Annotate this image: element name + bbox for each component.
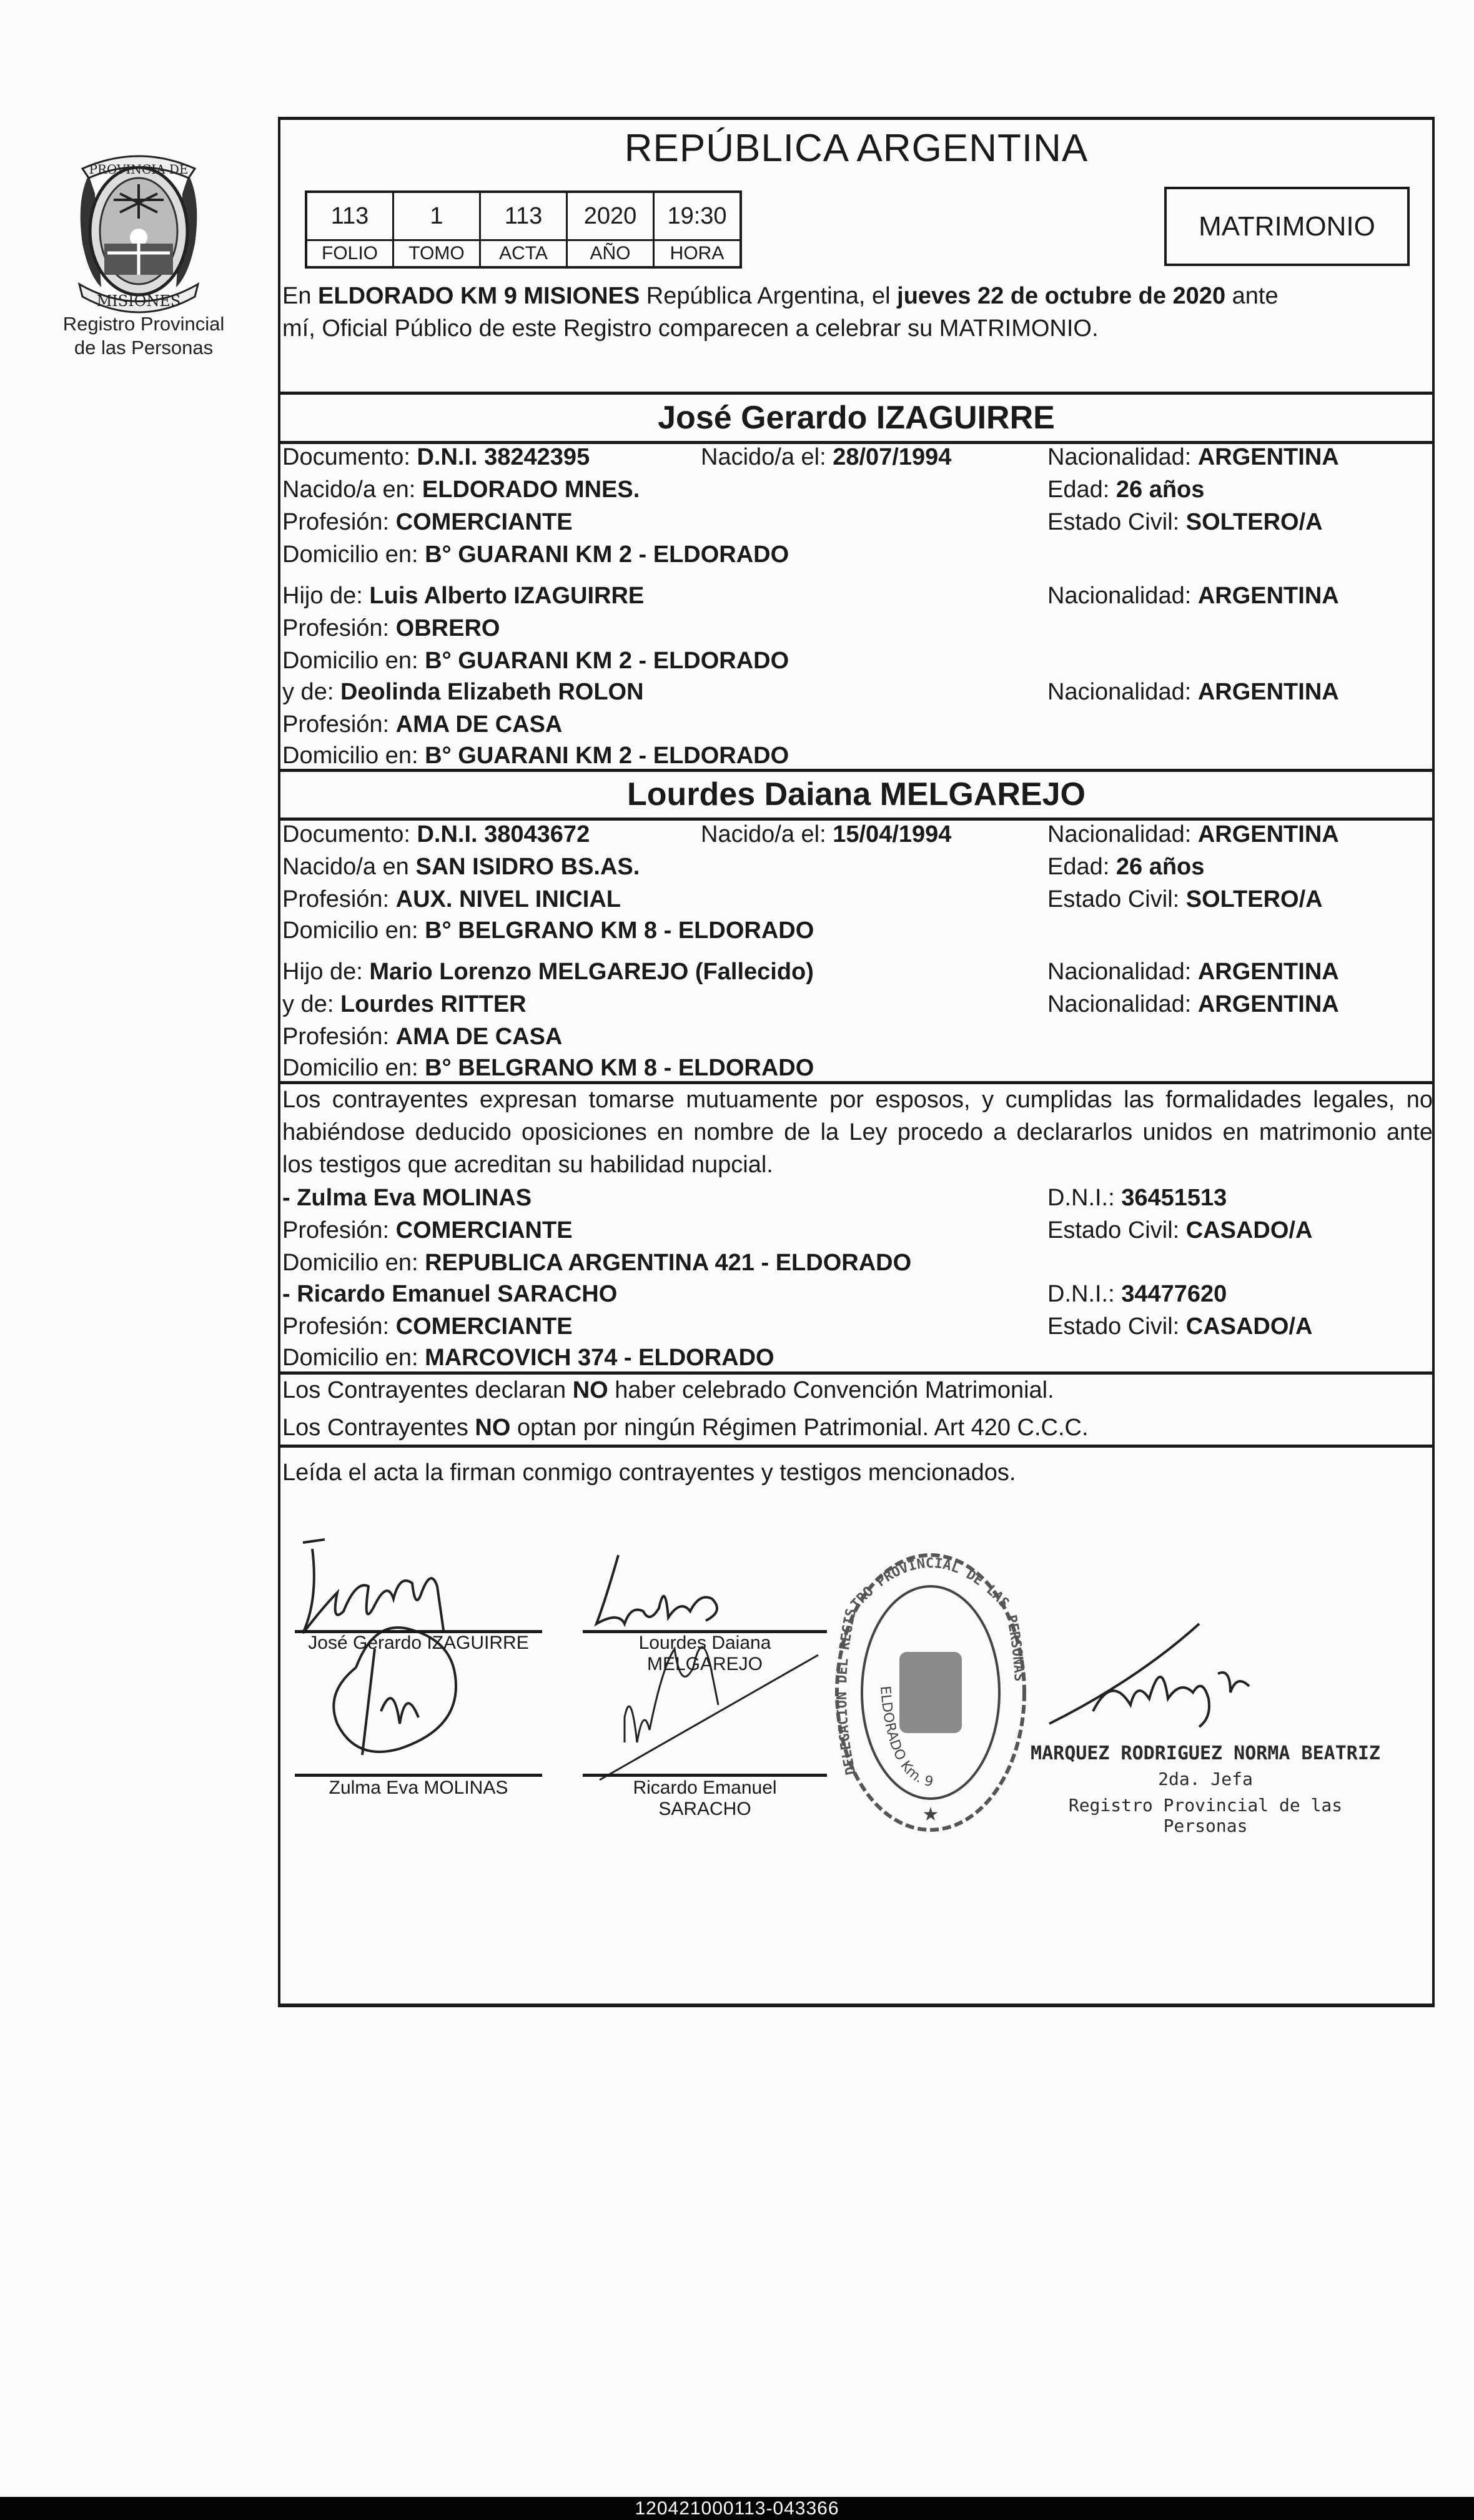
anio-value: 2020: [567, 192, 654, 240]
registry-caption: [37, 312, 250, 360]
signature-groom-scribble: [287, 1524, 550, 1792]
bride-name: Lourdes Daiana MELGAREJO: [627, 776, 1086, 813]
witness2-civil-status: Estado Civil: CASADO/A: [1047, 1313, 1313, 1340]
declaration-line2: habiéndose deducido oposiciones en nombre de la Ley procedo a declararlos unidos en matrimonio ante: [282, 1119, 1433, 1145]
bride-profession: Profesión: AUX. NIVEL INICIAL: [282, 886, 621, 912]
anio-label: AÑO: [567, 240, 654, 268]
tomo-label: TOMO: [393, 240, 480, 268]
groom-name: José Gerardo IZAGUIRRE: [658, 400, 1055, 436]
star-icon: ★: [922, 1804, 939, 1825]
witness1-dni: D.N.I.: 36451513: [1047, 1185, 1227, 1211]
witness1-name: - Zulma Eva MOLINAS: [282, 1185, 532, 1211]
signature-line-witness2: [583, 1774, 827, 1777]
divider: [278, 392, 1435, 395]
registry-caption-line1: Registro Provincial: [62, 313, 225, 335]
groom-address: Domicilio en: B° GUARANI KM 2 - ELDORADO: [282, 541, 789, 568]
bride-civil-status: Estado Civil: SOLTERO/A: [1047, 886, 1323, 912]
registry-stamp-seal: [831, 1549, 1031, 1836]
groom-document: Documento: D.N.I. 38242395: [282, 444, 590, 470]
hora-label: HORA: [654, 240, 741, 268]
folio-value: 113: [306, 192, 393, 240]
folio-label: FOLIO: [306, 240, 393, 268]
document-code-footer: 120421000113-043366: [0, 2497, 1474, 2520]
page-title: REPÚBLICA ARGENTINA: [624, 127, 1089, 170]
signature-line-witness1: [295, 1774, 542, 1777]
tomo-value: 1: [393, 192, 480, 240]
signature-caption-witness1: Zulma Eva MOLINAS: [329, 1777, 508, 1798]
divider: [278, 1445, 1435, 1448]
witness1-address: Domicilio en: REPUBLICA ARGENTINA 421 - ELDORADO: [282, 1250, 912, 1276]
clause-regime: Los Contrayentes NO optan por ningún Régimen Patrimonial. Art 420 C.C.C.: [282, 1415, 1089, 1441]
witness2-address: Domicilio en: MARCOVICH 374 - ELDORADO: [282, 1345, 774, 1371]
groom-mother-address: Domicilio en: B° GUARANI KM 2 - ELDORADO: [282, 743, 789, 769]
act-type-box: MATRIMONIO: [1164, 187, 1410, 266]
bride-nationality: Nacionalidad: ARGENTINA: [1047, 821, 1339, 847]
official-signature-scribble: [1043, 1618, 1393, 1730]
intro-place: ELDORADO KM 9 MISIONES: [318, 283, 640, 309]
acta-value: 113: [480, 192, 567, 240]
registry-caption-line2: de las Personas: [74, 337, 214, 358]
declaration-text: [282, 1084, 1433, 1181]
divider: [278, 769, 1435, 772]
bride-age: Edad: 26 años: [1047, 854, 1205, 880]
bride-father-name: Hijo de: Mario Lorenzo MELGAREJO (Fallecido): [282, 959, 814, 985]
signature-caption-groom: José Gerardo IZAGUIRRE: [308, 1633, 529, 1653]
svg-text:PROVINCIA DE: PROVINCIA DE: [89, 162, 189, 177]
intro-date: jueves 22 de octubre de 2020: [897, 283, 1226, 309]
intro-line2: mí, Oficial Público de este Registro comparecen a celebrar su MATRIMONIO.: [282, 315, 1099, 342]
witness2-name: - Ricardo Emanuel SARACHO: [282, 1281, 618, 1307]
closing-text: Leída el acta la firman conmigo contrayentes y testigos mencionados.: [282, 1460, 1016, 1486]
bride-address: Domicilio en: B° BELGRANO KM 8 - ELDORADO: [282, 917, 814, 944]
signature-caption-witness2: Ricardo Emanuel SARACHO: [633, 1777, 777, 1819]
witness2-dni: D.N.I.: 34477620: [1047, 1281, 1227, 1307]
bride-document: Documento: D.N.I. 38043672: [282, 821, 590, 847]
bride-mother-profession: Profesión: AMA DE CASA: [282, 1024, 563, 1050]
intro-line1: En ELDORADO KM 9 MISIONES República Argentina, el jueves 22 de octubre de 2020 ante: [282, 283, 1279, 309]
clause-convention: Los Contrayentes declaran NO haber celebrado Convención Matrimonial.: [282, 1377, 1054, 1403]
svg-text:ELDORADO Km. 9: ELDORADO Km. 9: [876, 1685, 935, 1791]
declaration-line3: los testigos que acreditan su habilidad nupcial.: [282, 1152, 773, 1178]
groom-nationality: Nacionalidad: ARGENTINA: [1047, 444, 1339, 470]
bride-mother-name: y de: Lourdes RITTER: [282, 991, 527, 1017]
bride-father-nationality: Nacionalidad: ARGENTINA: [1047, 959, 1339, 985]
official-title: 2da. Jefa: [1158, 1769, 1253, 1789]
svg-text:DELEGACION DEL REGISTRO PROVIN: DELEGACION DEL REGISTRO PROVINCIAL DE LAS PERSONAS: [834, 1555, 1027, 1777]
groom-mother-profession: Profesión: AMA DE CASA: [282, 711, 563, 738]
witness1-profession: Profesión: COMERCIANTE: [282, 1217, 573, 1243]
groom-profession: Profesión: COMERCIANTE: [282, 509, 573, 535]
groom-father-address: Domicilio en: B° GUARANI KM 2 - ELDORADO: [282, 648, 789, 674]
witness1-civil-status: Estado Civil: CASADO/A: [1047, 1217, 1313, 1243]
acta-label: ACTA: [480, 240, 567, 268]
bride-birth-place: Nacido/a en SAN ISIDRO BS.AS.: [282, 854, 640, 880]
coat-of-arms-icon: [70, 150, 207, 312]
groom-father-name: Hijo de: Luis Alberto IZAGUIRRE: [282, 583, 645, 609]
groom-civil-status: Estado Civil: SOLTERO/A: [1047, 509, 1323, 535]
official-name: MARQUEZ RODRIGUEZ NORMA BEATRIZ: [1031, 1742, 1380, 1764]
groom-mother-name: y de: Deolinda Elizabeth ROLON: [282, 679, 644, 705]
declaration-line1: Los contrayentes expresan tomarse mutuamente por esposos, y cumplidas las formalidades legales, no: [282, 1087, 1433, 1113]
svg-text:MISIONES: MISIONES: [96, 292, 181, 310]
misiones-coat-of-arms-logo: [70, 150, 207, 312]
groom-birth-date: Nacido/a el: 28/07/1994: [701, 444, 952, 470]
official-institution: Registro Provincial de las Personas: [1068, 1795, 1343, 1836]
bride-mother-address: Domicilio en: B° BELGRANO KM 8 - ELDORADO: [282, 1055, 814, 1081]
bride-birth-date: Nacido/a el: 15/04/1994: [701, 821, 952, 847]
signature-caption-bride: Lourdes Daiana MELGAREJO: [638, 1633, 771, 1674]
groom-mother-nationality: Nacionalidad: ARGENTINA: [1047, 679, 1339, 705]
act-info-table: [305, 190, 742, 269]
groom-father-profession: Profesión: OBRERO: [282, 615, 500, 641]
witness2-profession: Profesión: COMERCIANTE: [282, 1313, 573, 1340]
groom-father-nationality: Nacionalidad: ARGENTINA: [1047, 583, 1339, 609]
hora-value: 19:30: [654, 192, 741, 240]
groom-age: Edad: 26 años: [1047, 477, 1205, 503]
groom-birth-place: Nacido/a en: ELDORADO MNES.: [282, 477, 640, 503]
bride-mother-nationality: Nacionalidad: ARGENTINA: [1047, 991, 1339, 1017]
